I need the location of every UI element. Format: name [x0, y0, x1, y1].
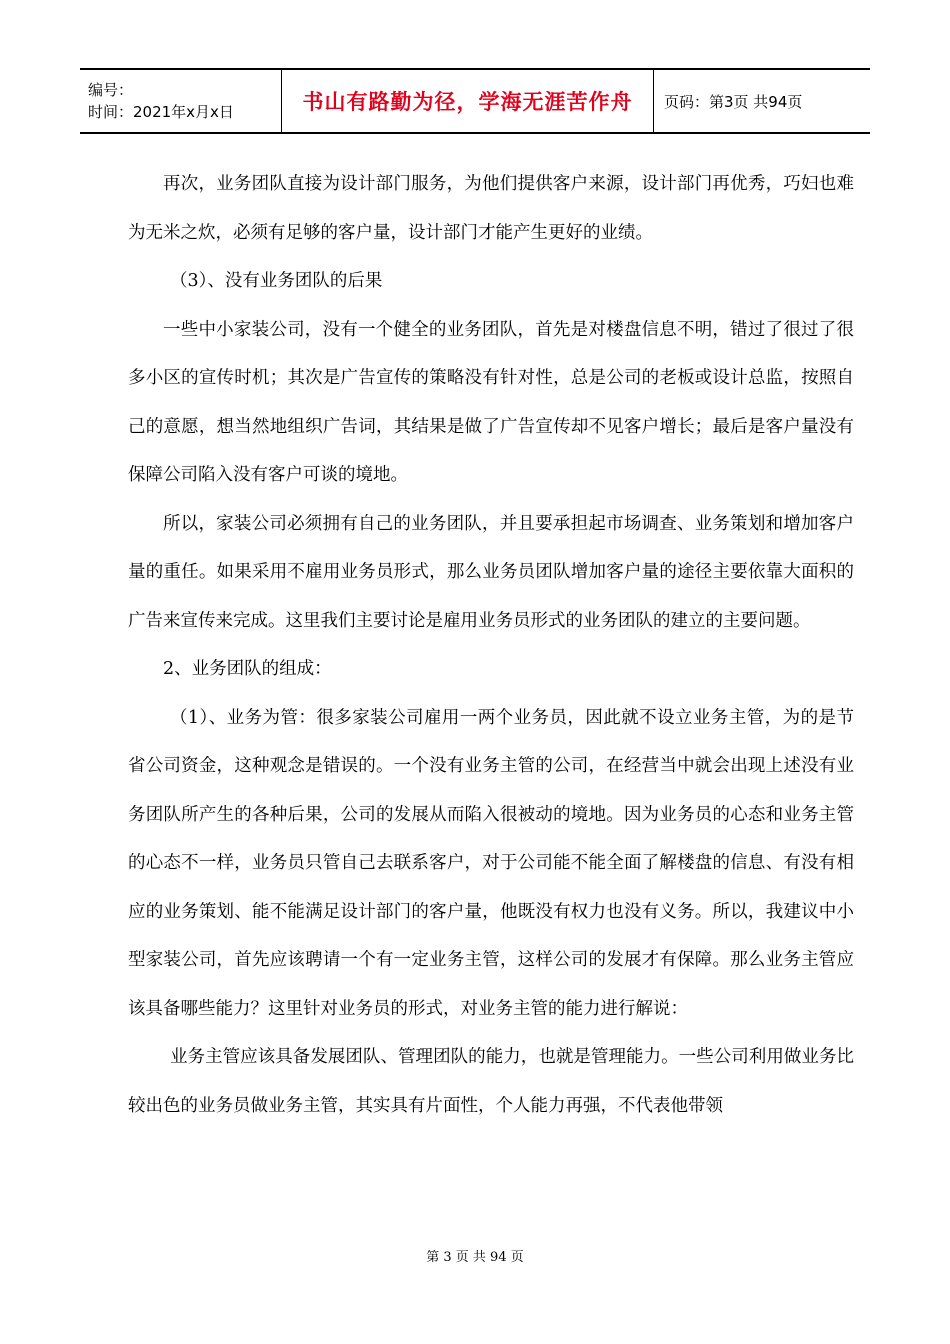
body-paragraph: 再次，业务团队直接为设计部门服务，为他们提供客户来源，设计部门再优秀，巧妇也难为无米之炊，必须有足够的客户量，设计部门才能产生更好的业绩。 [128, 174, 854, 243]
page-number-info: 页码：第3页 共94页 [664, 92, 803, 111]
section-heading: 2、业务团队的组成： [163, 659, 332, 679]
document-body [128, 160, 854, 1130]
body-paragraph: 业务主管应该具备发展团队、管理团队的能力，也就是管理能力。一些公司利用做业务比较出色的业务员做业务主管，其实具有片面性，个人能力再强，不代表他带领 [128, 1047, 854, 1116]
body-paragraph: （1）、业务为管：很多家装公司雇用一两个业务员，因此就不设立业务主管，为的是节省公司资金，这种观念是错误的。一个没有业务主管的公司，在经营当中就会出现上述没有业务团队所产生的各种后果，公司的发展从而陷入很被动的境地。因为业务员的心态和业务主管的心态不一样，业务员只管自己去联系客户，对于公司能不能全面了解楼盘的信息、有没有相应的业务策划、能不能满足设计部门的客户量，他既没有权力也没有义务。所以，我建议中小型家装公司，首先应该聘请一个有一定业务主管，这样公司的发展才有保障。那么业务主管应该具备哪些能力？这里针对业务员的形式，对业务主管的能力进行解说： [128, 707, 854, 1019]
page-header [80, 68, 870, 134]
header-page-info [654, 70, 870, 132]
body-paragraph: 所以，家装公司必须拥有自己的业务团队，并且要承担起市场调查、业务策划和增加客户量的重任。如果采用不雇用业务员形式，那么业务员团队增加客户量的途径主要依靠大面积的广告来宣传来完成。这里我们主要讨论是雇用业务员形式的业务团队的建立的主要问题。 [128, 513, 854, 631]
document-number-label: 编号： [88, 81, 134, 99]
header-meta [80, 70, 282, 132]
header-motto-cell [282, 70, 654, 132]
page-footer: 第 3 页 共 94 页 [426, 1250, 524, 1265]
body-paragraph: 一些中小家装公司，没有一个健全的业务团队，首先是对楼盘信息不明，错过了很过了很多小区的宣传时机；其次是广告宣传的策略没有针对性，总是公司的老板或设计总监，按照自己的意愿，想当然地组织广告词，其结果是做了广告宣传却不见客户增长；最后是客户量没有保障公司陷入没有客户可谈的境地。 [128, 319, 854, 485]
section-heading: （3）、没有业务团队的后果 [170, 271, 383, 291]
document-date: 时间：2021年x月x日 [88, 103, 234, 121]
header-motto: 书山有路勤为径，学海无涯苦作舟 [302, 90, 633, 114]
